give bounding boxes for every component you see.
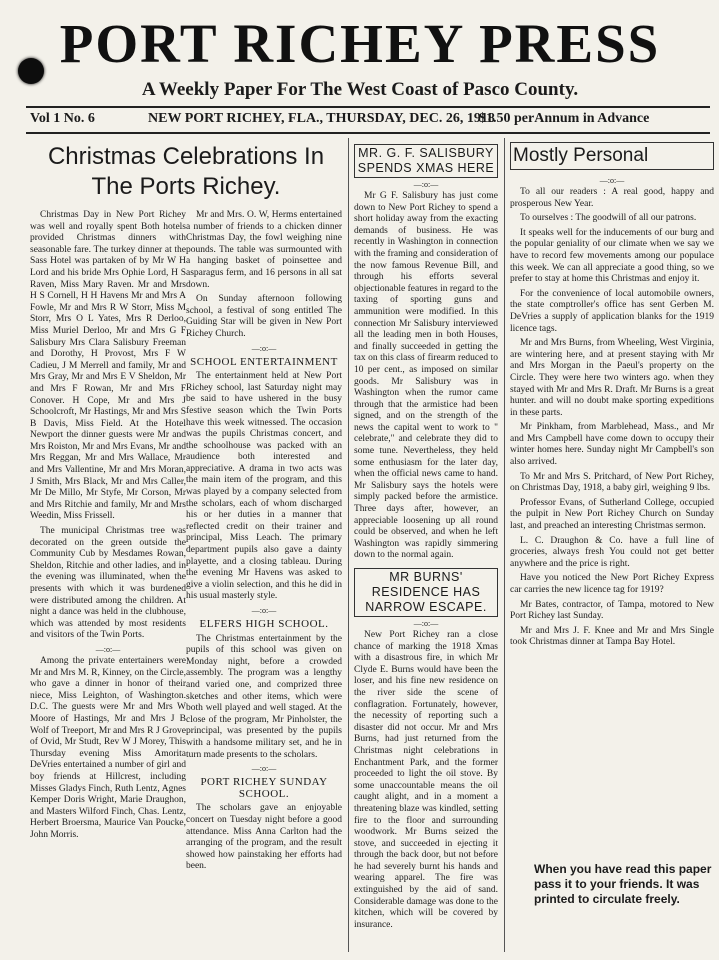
masthead-subtitle: A Weekly Paper For The West Coast of Pasco County. bbox=[141, 79, 579, 100]
personal-paragraph: To Mr and Mrs S. Pritchard, of New Port Richey, on Christmas Day, 1918, a baby girl, weighing 9 lbs. bbox=[510, 471, 714, 494]
burns-paragraph: New Port Richey ran a close chance of marking the 1918 Xmas with a disastrous fire, in which Mr Clyde E. Burns would have been the loser, and his fine new residence on the river side the scene of conflagration. Fortunately, however, the necessity of reporting such a disaster did not occur. Mr and Mrs Burns, had just returned from the Christmas night celebrations in Enchantment Park, and the former proceeded to light the oil stove. By some unaccountable means the oil caught alight, and in a moment a threatening blaze was kindled, setting fire to the floor and surrounding woodwork. Mr Burns seized the stove, and succeeded in ejecting it through the back door, but not before he had severely burnt his hands and wearing apparel. The fire was extinguished by the aid of sand. Considerable damage was done to the kitchen, which will be covered by insurance. bbox=[354, 630, 498, 930]
elfers-paragraph: The Christmas entertainment by the pupils of this school was given on Monday night, before a crowded assembly. The program was a lengthy and varied one, and comprized three sketches and other items, which were both well played and well staged. At the close of the program, Mr Pinholster, the principal, was presented by the pupils with a handsome military set, and he in turn made presents to the scholars. bbox=[186, 633, 342, 760]
heading-elfers-high-school: ELFERS HIGH SCHOOL. bbox=[199, 618, 329, 630]
issue-volume: Vol 1 No. 6 bbox=[30, 111, 95, 126]
headline-mostly-personal: Mostly Personal bbox=[510, 142, 714, 170]
column-mostly-personal bbox=[510, 142, 714, 856]
personal-paragraph: It speaks well for the inducements of our burg and the popular geniality of our climate when we say we have to record few movements among our populace this week. We can all appreciate a good thing, so we prefer to stay at home this Christmas and enjoy it. bbox=[510, 227, 714, 285]
christmas-paragraph: The municipal Christmas tree was decorated on the green outside the Community Cub by Mesdames Rowan, Sheldon, Ritchie and other ladies, and in the evening was illuminated, when the presents with which it was burdened were distributed among the children. At night a dance was held in the clubhouse, which was attended by most residents and visitors of the Twin Ports. bbox=[30, 526, 186, 641]
christmas-paragraph: Christmas Day in New Port Richey was well and royally spent Both hotels provided Christmas dinners with seasonable fare. The turkey dinner at the Sass Hotel was partaken of by Mr W H Lord and his bride Mrs Ophie Lord, H S Raven, Miss Mary Raven. Mr and Mrs H S Cornell, H H Havens Mr and Mrs A Fowle, Mr and Mrs R W Storr, Miss M Storr, Mrs O L Yates, Mrs R Derloo, Miss Muriel Derloo, Mr and Mrs G F Salisbury Mrs Clara Salisbury Freeman and Dorothy, H Provost, Mrs F W Cadieu, J M Merrell and family, Mr and Mrs Gray, Mr and Mrs E V Sheldon, Mr and Mrs F Rowan, Mr and Mrs F Conover. H Cope, Mr and Mrs J Schoolcroft, Mr Hastings, Mr and Mrs S B Davis, Miss Field. At the Hotel Newport the dinner guests were Mr and Mrs Roiston, Mr and Mrs Evans, Mr and Mrs Reggan, Mr and Mrs Wallace, Mr and Mrs Vallentine, Mr and Mrs Moran, J Smith, Mrs Black, Mr and Mrs Caller, Mr De Millo, Mr Styfe, Mr Corson, Mr and Mrs Ritchie and family, Mr and Mrs Weedin, Miss Frissell. bbox=[30, 210, 186, 522]
christmas-paragraph: On Sunday afternoon following school, a festival of song entitled The Guiding Star will be given in New Port Richey Church. bbox=[186, 294, 342, 339]
masthead-title: PORT RICHEY PRESS bbox=[59, 13, 661, 74]
personal-paragraph: To all our readers : A real good, happy and prosperous New Year. bbox=[510, 187, 714, 209]
separator: —:o:— bbox=[413, 619, 439, 628]
personal-paragraph: To ourselves : The goodwill of all our patrons. bbox=[520, 213, 697, 224]
christmas-article-body bbox=[30, 210, 342, 876]
separator: —:o:— bbox=[251, 343, 277, 353]
column-salisbury bbox=[354, 142, 498, 954]
personal-paragraph: For the convenience of local automobile owners, the state comptroller's office has sent Gerben M. DeVries a supply of application blanks for the 1919 licence tags. bbox=[510, 288, 714, 334]
header-rule-top bbox=[26, 106, 710, 108]
issue-line bbox=[30, 110, 710, 130]
separator: —:o:— bbox=[599, 176, 625, 185]
personal-paragraph: L. C. Draughon & Co. have a full line of groceries, always fresh You could not get better anywhere and the price is right. bbox=[510, 535, 714, 569]
school-paragraph: The entertainment held at New Port Richey school, last Saturday night may be said to have ushered in the busy festive season which the Twin Ports have this week witnessed. The occasion was the pupils Christmas concert, and the schoolhouse was packed with an audience both interested and appreciative. A drama in two acts was the main item of the program, and this was played by a company selected from the scholars, each of whom discharged his or her duties in a manner that reflected credit on their trainer and principal, Miss Leach. The primary department pupils also gave a dainty playette, and a closing tableau. During the evening Mr Havens was asked to give a violin selection, and this he did in his usual masterly style. bbox=[186, 371, 342, 602]
circulation-notice: When you have read this paper pass it to your friends. It was printed to circulate freely. bbox=[532, 860, 718, 909]
column-rule-1 bbox=[348, 138, 349, 952]
header-rule-bottom bbox=[26, 132, 710, 134]
column-rule-2 bbox=[504, 138, 505, 952]
personal-paragraph: Mr and Mrs J. F. Knee and Mr and Mrs Single took Christmas dinner at Tampa Bay Hotel. bbox=[510, 625, 714, 648]
heading-sunday-school: PORT RICHEY SUNDAY SCHOOL. bbox=[200, 776, 328, 800]
separator: —:o:— bbox=[95, 644, 121, 654]
sunday-paragraph: The scholars gave an enjoyable concert on Tuesday night before a good attendance. Miss Anna Carlton had the arranging of the program, and the result showed how painstaking her efforts had been. bbox=[186, 803, 342, 872]
personal-paragraph: Mr Pinkham, from Marblehead, Mass., and Mr and Mrs Campbell have come down to occupy their winter homes here. Sunday night Mr Campbell's son also arrived. bbox=[510, 422, 714, 468]
column-christmas bbox=[30, 142, 342, 954]
separator: —:o:— bbox=[251, 764, 277, 774]
christmas-paragraph: Among the private entertainers were Mr and Mrs M. R, Kinney, on the Circle, who gave a dinner in honor of their niece, Miss Leighton, of Washington. D.C. The guests were Mr and Mrs W Moore of Hastings, Mr and Mrs J B Wolf of Treeport, Mr and Mrs R J Grove of Ovid, Mr Studt, Rev W J Morey, This Thursday evening Miss Amorita DeVries entertained a number of girl and boy friends at Hillcrest, including Misses Gladys Finch, Ruth Lentz, Agnes Kemper Doris Wright, Marie Draughon, and Masters Wilford Finch, Chas. Lentz, Herbert Broersma, Maurice Van Poucke, John Morris. bbox=[30, 655, 186, 840]
christmas-right-column bbox=[186, 210, 342, 876]
headline-burns: MR BURNS' RESIDENCE HAS NARROW ESCAPE. bbox=[354, 568, 498, 617]
headline-salisbury: MR. G. F. SALISBURY SPENDS XMAS HERE bbox=[354, 144, 498, 178]
personal-paragraph: Mr and Mrs Burns, from Wheeling, West Virginia, are wintering here, and at present staying with Mr and Mrs Morgan in the Paeul's property on the Circle. They were here two winters ago. when they stayed with Mr and Mrs R. Draft. Mr Burns is a great hunter. and will no doubt make sporting expeditions in these parts. bbox=[510, 338, 714, 418]
christmas-paragraph: Mr and Mrs. O. W, Herms entertained a number of friends to a chicken dinner Christmas Day, the fowl weighing nine pounds. The table was surmounted with a hanging basket of poinsettee and asparagus ferm, and 16 persons in all sat down. bbox=[186, 210, 342, 290]
issue-dateline: NEW PORT RICHEY, FLA., THURSDAY, DEC. 26, 1918 bbox=[148, 111, 495, 126]
personal-paragraph: Have you noticed the New Port Richey Express car carries the new licence tag for 1919? bbox=[510, 573, 714, 595]
christmas-left-column bbox=[30, 210, 186, 876]
separator: —:o:— bbox=[413, 180, 439, 189]
issue-price: $1.50 perAnnum in Advance bbox=[479, 111, 650, 126]
salisbury-paragraph: Mr G F. Salisbury has just come down to New Port Richey to spend a short holiday away from the exacting demands of business. He was recently in Washington in connection with the framing and consideration of the now famous Revenue Bill, and through his efforts several objectionable features in regard to the taxing of sporting guns and ammunition were modified. In this connection Mr Salisbury interviewed all the leading men in both Houses, and finally succeeded in getting the tax on this class of firearm reduced to 10 per cent., as imposed on similar goods. Mr Salisbury was in Washington when the rumor came through that the armistice had been signed, and on the strength of the news the capital went to work to " celebrate," and celebrate they did to some tune. Nevertheless, they held some enthusiasm for the later day, when the official news came to hand. Mr Salisbury says the hotels were simply packed before the armistice. Three days after, however, an appreciable loosening up all round could be observed, and when he left Washington was rapidly simmering down to the normal again. bbox=[354, 191, 498, 561]
headline-christmas: Christmas Celebrations In The Ports Richey. bbox=[47, 143, 325, 200]
heading-school-entertainment: SCHOOL ENTERTAINMENT bbox=[190, 355, 338, 368]
separator: —:o:— bbox=[251, 606, 277, 615]
personal-paragraph: Mr Bates, contractor, of Tampa, motored to New Port Richey last Sunday. bbox=[510, 599, 714, 622]
personal-paragraph: Professor Evans, of Sutherland College, occupied the pulpit in New Port Richey Church on Sunday last, and preached an interesting Christmas sermon. bbox=[510, 497, 714, 532]
